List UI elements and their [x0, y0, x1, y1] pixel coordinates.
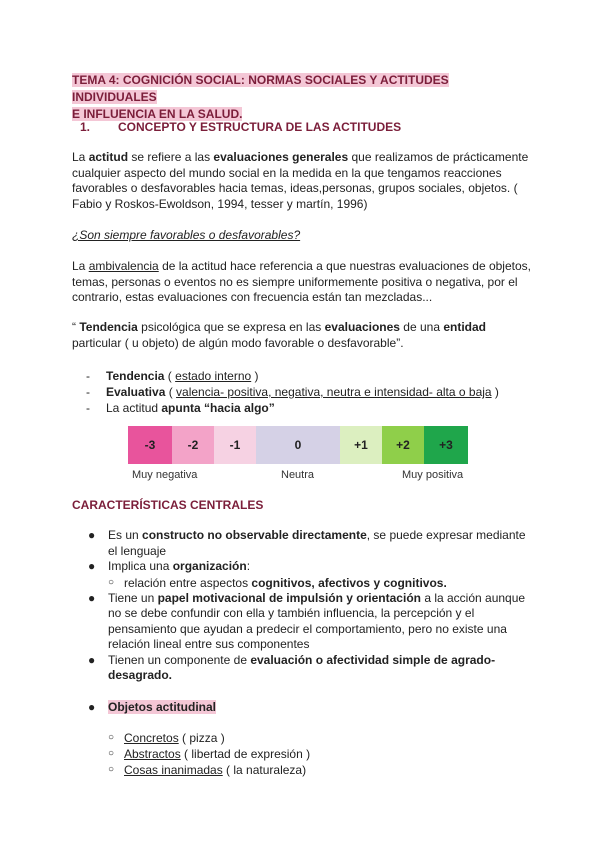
- question-text: ¿Son siempre favorables o desfavorables?: [72, 228, 301, 242]
- bold-term: papel motivacional de impulsión y orientación: [157, 590, 421, 605]
- text: (: [164, 369, 176, 383]
- sub-list-item: [84, 746, 534, 762]
- paragraph-ambivalencia: [72, 259, 532, 306]
- text: particular ( u objeto) de algún modo favorable o desfavorable”.: [72, 335, 404, 350]
- dash-list: [72, 368, 532, 416]
- text: ( libertad de expresión ): [180, 747, 311, 761]
- bold-term: constructo no observable directamente: [142, 528, 367, 542]
- section-heading-text: CONCEPTO Y ESTRUCTURA DE LAS ACTITUDES: [118, 120, 402, 134]
- text: ( pizza ): [178, 731, 225, 745]
- scale-label-center: Neutra: [281, 469, 315, 481]
- underlined-term: Concretos: [124, 731, 179, 745]
- scale-cell: +1: [340, 426, 382, 464]
- sub-list: [108, 575, 534, 591]
- list-item: [72, 368, 532, 384]
- list-item: [84, 653, 534, 684]
- text: que realizamos de prácticamente cualquier aspecto del mundo social en la medida en la que tengamos reacciones favorables o desfavorables hacia temas, ideas,personas, grupos sociales, objetos. ( Fabio y Roskos-Ewoldson, 1994, tesser y martín, 1996): [72, 150, 529, 211]
- text: “: [72, 320, 80, 334]
- scale-cell: -1: [214, 426, 256, 464]
- sub-list-item: [84, 730, 534, 746]
- section-number: 1.: [80, 120, 91, 134]
- attitude-scale: [128, 426, 468, 464]
- sub-list-item: [84, 762, 534, 778]
- bold-term: evaluación o afectividad simple de agrado-desagrado.: [108, 652, 496, 682]
- objetos-sub-list: [84, 730, 534, 778]
- bold-term: actitud: [88, 150, 129, 164]
- scale-label-left: Muy negativa: [132, 469, 198, 481]
- section-heading-2: CARACTERÍSTICAS CENTRALES: [72, 498, 264, 512]
- text: psicológica que se expresa en las: [137, 320, 325, 334]
- list-item: [84, 528, 534, 559]
- paragraph-quote: [72, 320, 532, 351]
- question-line: [72, 228, 300, 242]
- bold-term: Evaluativa: [106, 385, 166, 399]
- scale-cell: +2: [382, 426, 424, 464]
- text: Tienen un componente de: [108, 652, 251, 667]
- highlighted-term: Objetos actitudinal: [108, 700, 217, 714]
- text: Tiene un: [108, 590, 158, 605]
- text: Es un: [108, 528, 143, 542]
- bold-term: organización: [172, 559, 247, 573]
- sub-bullet-marker: ○: [108, 576, 115, 588]
- text: ): [251, 369, 259, 383]
- scale-label-right: Muy positiva: [402, 469, 464, 481]
- dash-marker: -: [86, 369, 90, 383]
- bold-term: evaluaciones: [324, 320, 400, 334]
- bold-term: evaluaciones generales: [213, 150, 349, 164]
- dash-marker: -: [86, 401, 90, 415]
- text: a la acción aunque no se debe confundir con ella y también influencia, la percepción y el pensamiento que ayudan a predecir el comportamiento, pero no existe una relación lineal entre sus componentes: [108, 590, 526, 651]
- scale-cell: -2: [172, 426, 214, 464]
- scale-cell: +3: [424, 426, 468, 464]
- section-heading-1: [72, 120, 401, 134]
- bullet-marker: ●: [88, 590, 96, 605]
- bullet-marker: ●: [88, 700, 96, 714]
- underlined-term: estado interno: [175, 369, 252, 383]
- text: de una: [399, 320, 444, 334]
- bold-term: apunta “hacia algo”: [161, 401, 275, 415]
- bold-term: Tendencia: [79, 320, 138, 334]
- bold-term: cognitivos, afectivos y cognitivos.: [251, 575, 447, 590]
- text: La: [72, 150, 89, 164]
- list-item: [84, 559, 534, 591]
- title-line-1: TEMA 4: COGNICIÓN SOCIAL: NORMAS SOCIALES Y ACTITUDES INDIVIDUALES: [72, 73, 449, 104]
- underlined-term: valencia- positiva, negativa, neutra e intensidad- alta o baja: [176, 385, 492, 399]
- objetos-list: [84, 700, 534, 716]
- sub-bullet-marker: ○: [108, 764, 115, 775]
- text: La actitud: [106, 401, 162, 415]
- document-title: [72, 72, 532, 123]
- list-item: [72, 384, 532, 400]
- text: :: [246, 559, 251, 573]
- text: (: [165, 385, 177, 399]
- underlined-term: Abstractos: [124, 747, 181, 761]
- text: relación entre aspectos: [124, 575, 252, 590]
- bullet-marker: ●: [88, 528, 96, 542]
- list-item: [72, 400, 532, 416]
- scale-cell: 0: [256, 426, 340, 464]
- sub-bullet-marker: ○: [108, 748, 115, 759]
- text: , se puede expresar mediante el lenguaje: [108, 528, 526, 558]
- sub-bullet-marker: ○: [108, 732, 115, 743]
- bullet-marker: ●: [88, 652, 96, 667]
- paragraph-definition: [72, 150, 532, 212]
- list-item: [84, 591, 534, 653]
- text: La: [72, 259, 89, 273]
- text: ): [491, 385, 499, 399]
- scale-cell: -3: [128, 426, 172, 464]
- list-item: [84, 700, 534, 716]
- text: ( la naturaleza): [222, 763, 307, 777]
- text: de la actitud hace referencia a que nuestras evaluaciones de objetos, temas, personas o eventos no es siempre uniformemente positiva o negativa, por el contrario, estas evaluaciones con frecuencia están tan mezcladas...: [72, 259, 531, 304]
- underlined-term: Cosas inanimadas: [124, 763, 223, 777]
- dash-marker: -: [86, 385, 90, 399]
- title-line-2: E INFLUENCIA EN LA SALUD.: [72, 107, 243, 121]
- text: Implica una: [108, 559, 173, 573]
- underlined-term: ambivalencia: [88, 259, 159, 273]
- bullet-marker: ●: [88, 559, 96, 573]
- bold-term: Tendencia: [106, 369, 165, 383]
- sub-list-item: [84, 575, 534, 591]
- text: se refiere a las: [128, 150, 214, 164]
- characteristics-list: [84, 528, 534, 684]
- bold-term: entidad: [443, 320, 487, 334]
